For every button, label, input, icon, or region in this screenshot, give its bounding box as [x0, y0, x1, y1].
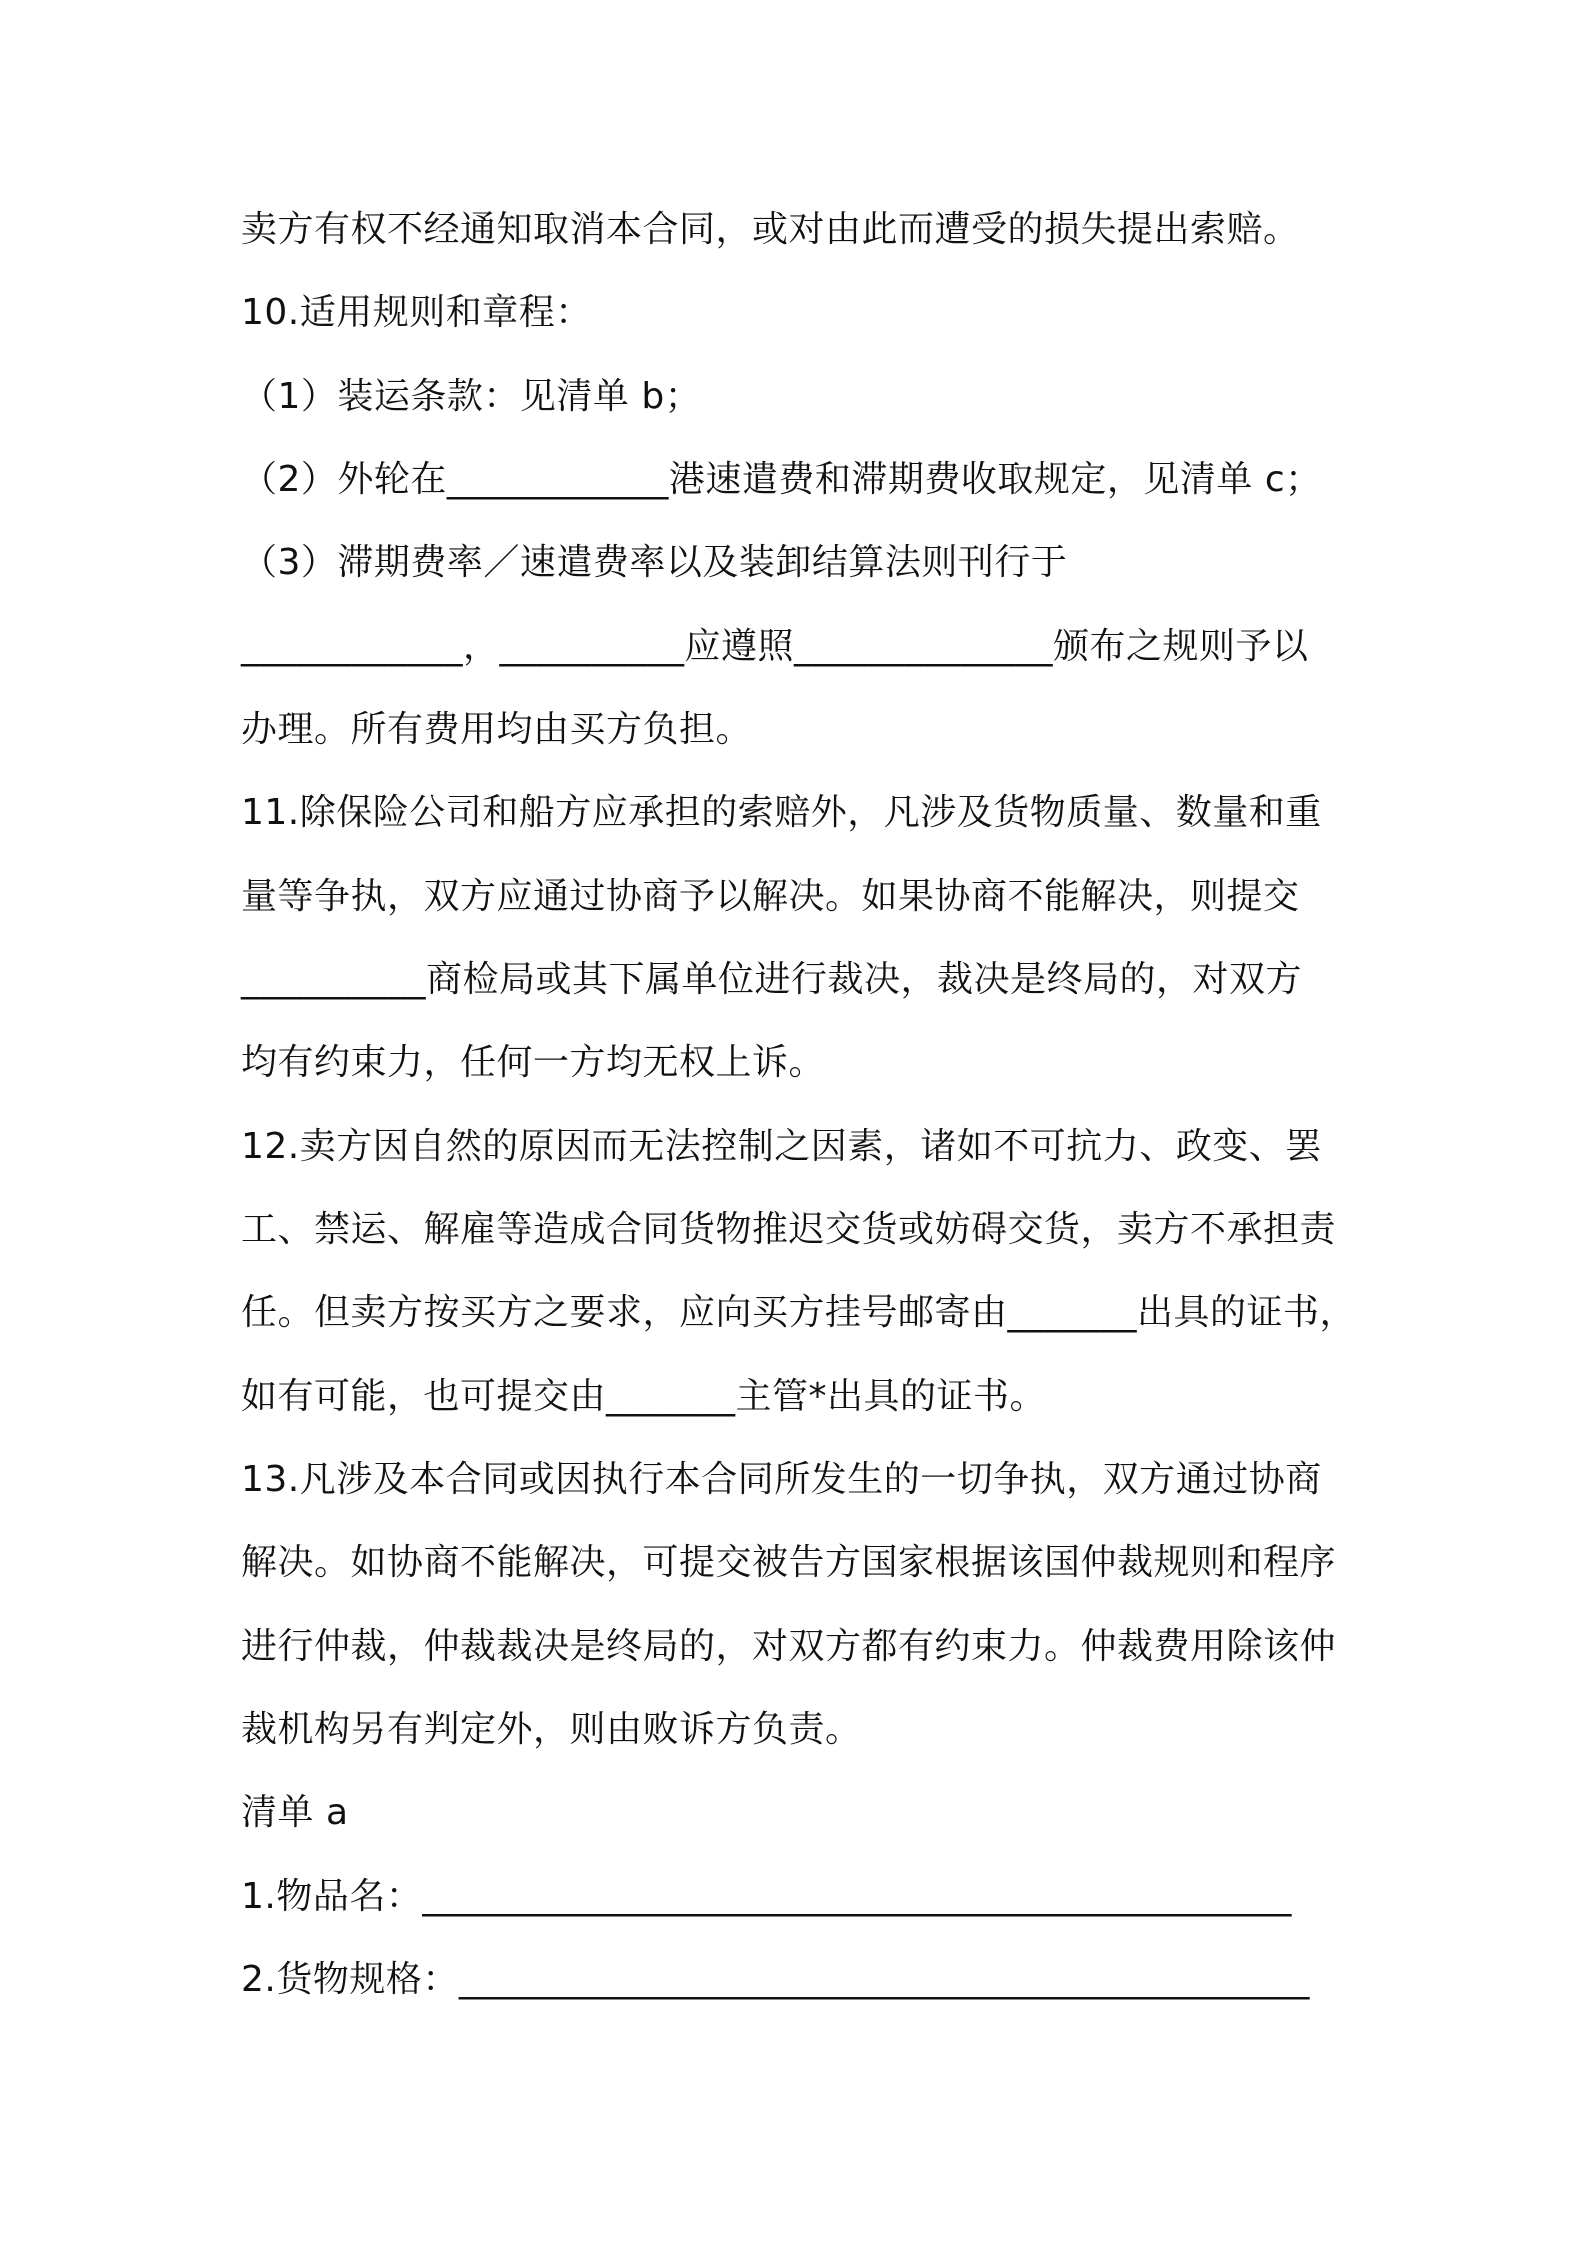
text-line: __________商检局或其下属单位进行裁决，裁决是终局的，对双方 [241, 959, 1303, 1000]
text-line: 办理。所有费用均由买方负担。 [241, 709, 753, 750]
text-line: 工、禁运、解雇等造成合同货物推迟交货或妨碍交货，卖方不承担责 [241, 1209, 1337, 1250]
text-line: 卖方有权不经通知取消本合同，或对由此而遭受的损失提出索赔。 [241, 209, 1300, 250]
text-line: 如有可能，也可提交由_______主管*出具的证书。 [241, 1376, 1047, 1417]
clause-heading: 11.除保险公司和船方应承担的索赔外，凡涉及货物质量、数量和重 [241, 792, 1322, 833]
text-line: （1）装运条款：见清单 b； [241, 376, 702, 417]
text-line: 裁机构另有判定外，则由败诉方负责。 [241, 1709, 862, 1750]
text-line: 量等争执，双方应通过协商予以解决。如果协商不能解决，则提交 [241, 876, 1300, 917]
text-line: （3）滞期费率／速遣费率以及装卸结算法则刊行于 [241, 542, 1068, 583]
list-heading: 清单 a [241, 1792, 349, 1833]
text-line: 进行仲裁，仲裁裁决是终局的，对双方都有约束力。仲裁费用除该仲 [241, 1626, 1337, 1667]
clause-heading: 13.凡涉及本合同或因执行本合同所发生的一切争执，双方通过协商 [241, 1459, 1322, 1500]
clause-heading: 10.适用规则和章程： [241, 292, 592, 333]
text-line: 均有约束力，任何一方均无权上诉。 [241, 1042, 826, 1083]
clause-heading: 12.卖方因自然的原因而无法控制之因素，诸如不可抗力、政变、罢 [241, 1126, 1322, 1167]
text-line: ____________，__________应遵照______________颁布之规则予以 [241, 626, 1309, 667]
form-field-line: 1.物品名：_______________________________________________ [241, 1876, 1292, 1917]
text-line: 任。但卖方按买方之要求，应向买方挂号邮寄由_______出具的证书， [241, 1292, 1357, 1333]
text-line: 解决。如协商不能解决，可提交被告方国家根据该国仲裁规则和程序 [241, 1542, 1337, 1583]
form-field-line: 2.货物规格：______________________________________________ [241, 1959, 1310, 2000]
text-line: （2）外轮在____________港速遣费和滞期费收取规定，见清单 c； [241, 459, 1322, 500]
